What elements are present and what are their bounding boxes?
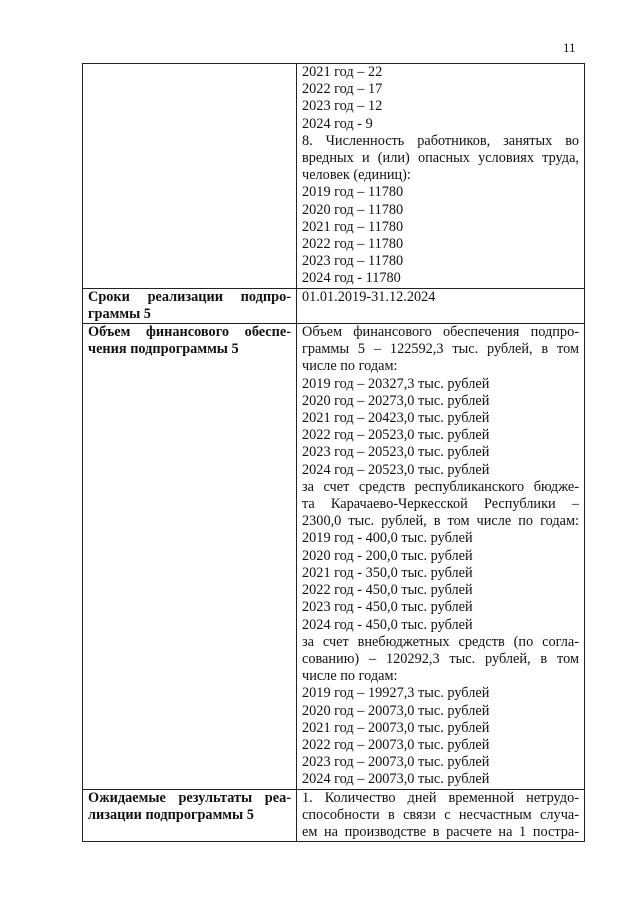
row-label-results xyxy=(83,789,297,842)
text-line: 2022 год – 20073,0 тыс. рублей xyxy=(302,736,490,753)
text-line: человек (единиц): xyxy=(302,167,411,184)
text-line: 2024 год – 20073,0 тыс. рублей xyxy=(302,771,490,788)
text-line: 2023 год – 20073,0 тыс. рублей xyxy=(302,754,490,771)
text-line: способности в связи с несчастным случа- xyxy=(302,806,579,823)
text-line: Объем финансового обеспечения подпро- xyxy=(302,324,579,341)
text-line: 2023 год – 11780 xyxy=(302,253,404,270)
text-line: 2020 год – 20273,0 тыс. рублей xyxy=(302,392,490,409)
passport-table xyxy=(82,63,585,842)
text-line: граммы 5 – 122592,3 тыс. рублей, в том xyxy=(302,341,579,358)
text-line: 2023 год - 450,0 тыс. рублей xyxy=(302,599,473,616)
text-line: за счет средств республиканского бюдже- xyxy=(302,478,579,495)
text-line: 2021 год – 22 xyxy=(302,64,383,80)
text-line: 2024 год – 20523,0 тыс. рублей xyxy=(302,461,490,478)
table-row xyxy=(83,288,585,323)
label-line: Ожидаемые результаты реа- xyxy=(88,789,291,806)
text-line: 2022 год – 11780 xyxy=(302,236,404,253)
row-label-timeframe xyxy=(83,288,297,323)
text-line: числе по годам: xyxy=(302,668,398,685)
text-line: 2024 год - 450,0 тыс. рублей xyxy=(302,616,473,633)
label-line: Сроки реализации подпро- xyxy=(88,288,291,305)
text-line: 2024 год - 11780 xyxy=(302,270,401,287)
table-row xyxy=(83,64,585,289)
text-line: 2021 год – 20423,0 тыс. рублей xyxy=(302,410,490,427)
label-line: Объем финансового обеспе- xyxy=(88,324,291,341)
table-row xyxy=(83,324,585,789)
row-value-indicators xyxy=(297,64,585,289)
text-line: 2024 год - 9 xyxy=(302,115,373,132)
text-line: 2021 год – 20073,0 тыс. рублей xyxy=(302,719,490,736)
text-line: числе по годам: xyxy=(302,358,398,375)
text-line: 2019 год – 19927,3 тыс. рублей xyxy=(302,685,490,702)
text-line: 01.01.2019-31.12.2024 xyxy=(302,288,436,305)
row-value-funding xyxy=(297,324,585,789)
label-line: граммы 5 xyxy=(88,305,151,322)
text-line: та Карачаево-Черкесской Республики – xyxy=(302,496,579,513)
text-line: 2021 год – 11780 xyxy=(302,218,404,235)
row-label-empty xyxy=(83,64,297,289)
text-line: 2023 год – 12 xyxy=(302,98,383,115)
label-line: лизации подпрограммы 5 xyxy=(88,806,254,823)
text-line: вредных и (или) опасных условиях труда, xyxy=(302,150,579,167)
text-line: ем на производстве в расчете на 1 постра- xyxy=(302,823,579,840)
text-line: сованию) – 120292,3 тыс. рублей, в том xyxy=(302,650,579,667)
text-line: 1. Количество дней временной нетрудо- xyxy=(302,789,579,806)
text-line: 2019 год – 11780 xyxy=(302,184,404,201)
text-line: 2020 год - 200,0 тыс. рублей xyxy=(302,547,473,564)
text-line: 2022 год - 450,0 тыс. рублей xyxy=(302,582,473,599)
text-line: 8. Численность работников, занятых во xyxy=(302,132,579,149)
text-line: 2022 год – 20523,0 тыс. рублей xyxy=(302,427,490,444)
row-value-timeframe xyxy=(297,288,585,323)
text-line: 2019 год – 20327,3 тыс. рублей xyxy=(302,375,490,392)
table-row xyxy=(83,789,585,842)
page-number: 11 xyxy=(563,40,576,55)
row-value-results xyxy=(297,789,585,842)
label-line: чения подпрограммы 5 xyxy=(88,341,239,358)
text-line: за счет внебюджетных средств (по согла- xyxy=(302,633,579,650)
text-line: 2020 год – 20073,0 тыс. рублей xyxy=(302,702,490,719)
text-line: 2023 год – 20523,0 тыс. рублей xyxy=(302,444,490,461)
text-line: 2022 год – 17 xyxy=(302,81,383,98)
text-line: 2021 год - 350,0 тыс. рублей xyxy=(302,564,473,581)
row-label-funding xyxy=(83,324,297,789)
text-line: 2019 год - 400,0 тыс. рублей xyxy=(302,530,473,547)
text-line: 2020 год – 11780 xyxy=(302,201,404,218)
text-line: 2300,0 тыс. рублей, в том числе по годам: xyxy=(302,513,579,530)
